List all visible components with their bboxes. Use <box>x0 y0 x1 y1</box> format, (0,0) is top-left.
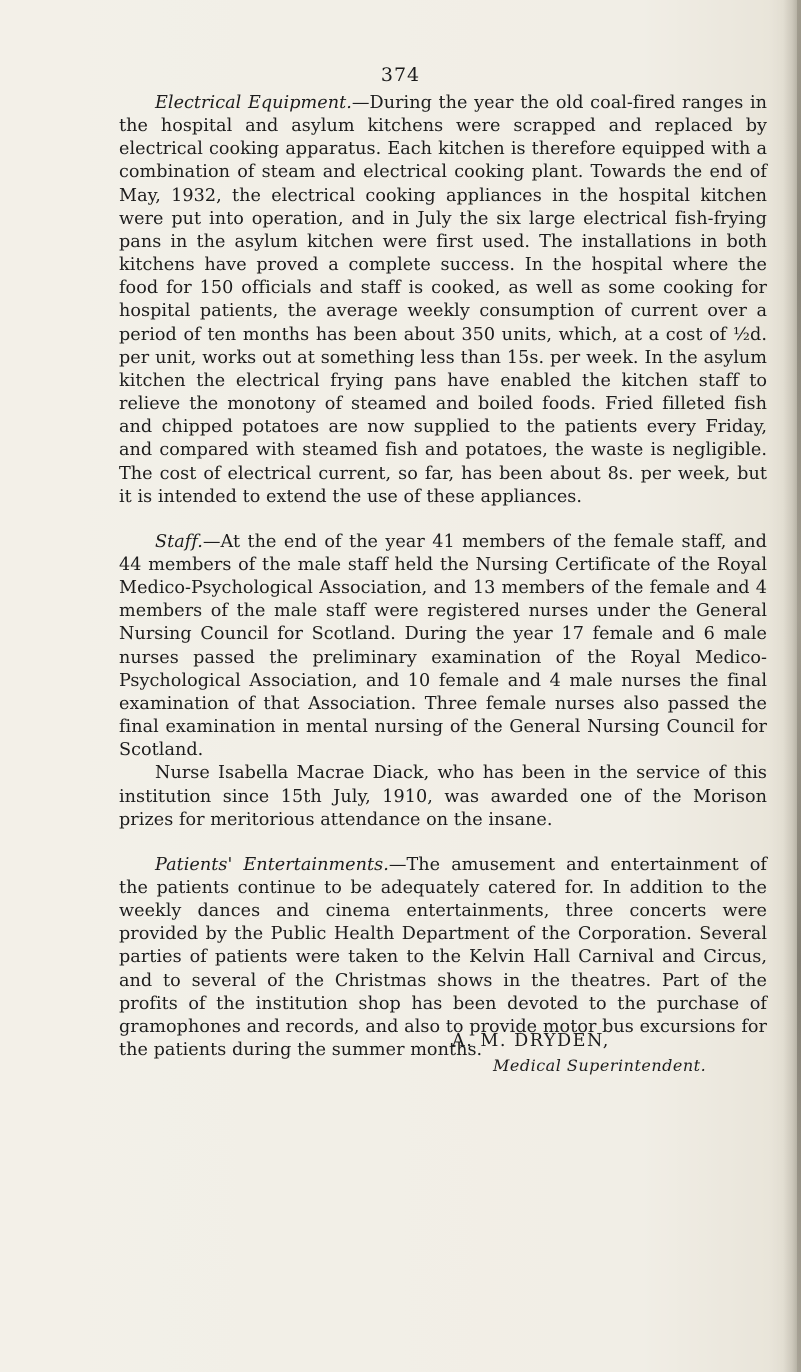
signature-title: Medical Superintendent. <box>493 1056 707 1075</box>
heading-patients-entertainments: Patients' Entertainments. <box>155 854 389 875</box>
text-electrical-equipment: —During the year the old coal-fired ranges in the hospital and asylum kitchens were scrapped and replaced by electrical cooking apparatus. Each kitchen is therefore equipped with a combination of steam and electrical cooking plant. Towards the end of May, 1932, the electrical cooking appliances in the hospital kitchen were put into operation, and in July the six large electrical fish-frying pans in the asylum kitchen were first used. The installations in both kitchens have proved a complete success. In the hospital where the food for 150 officials and staff is cooked, as well as some cooking for hospital patients, the average weekly consumption of current over a period of ten months has been about 350 units, which, at a cost of ½d. per unit, works out at something less than 15s. per week. In the asylum kitchen the electrical frying pans have enabled the kitchen staff to relieve the monotony of steamed and boiled foods. Fried filleted fish and chipped potatoes are now supplied to the patients every Friday, and compared with steamed fish and potatoes, the waste is negligible. The cost of electrical current, so far, has been about 8s. per week, but it is intended to extend the use of these appliances. <box>119 93 767 507</box>
text-nurse-award: Nurse Isabella Macrae Diack, who has been in the service of this institution since 15th July, 1910, was awarded one of the Morison prizes for meritorious attendance on the insane. <box>119 763 767 830</box>
document-body <box>119 92 767 1062</box>
signature-name: A. M. DRYDEN, <box>452 1031 610 1051</box>
heading-staff: Staff. <box>155 531 203 552</box>
page-number: 374 <box>380 64 421 86</box>
heading-electrical-equipment: Electrical Equipment. <box>155 93 352 113</box>
page-edge <box>797 0 801 1372</box>
paragraph-patients-entertainments <box>119 854 767 1062</box>
text-patients-entertainments: —The amusement and entertainment of the patients continue to be adequately catered for. In addition to the weekly dances and cinema entertainments, three concerts were provided by the Public Health Department of the Corporation. Several parties of patients were taken to the Kelvin Hall Carnival and Circus, and to several of the Christmas shows in the theatres. Part of the profits of the institution shop has been devoted to the purchase of gramophones and records, and also to provide motor bus excursions for the patients during the summer months. <box>119 854 767 1061</box>
paragraph-electrical-equipment <box>119 92 767 509</box>
paragraph-nurse-award <box>119 762 767 831</box>
paragraph-staff <box>119 531 767 763</box>
text-staff: —At the end of the year 41 members of the female staff, and 44 members of the male staff held the Nursing Certificate of the Royal Medico-Psychological Association, and 13 members of the female and 4 members of the male staff were registered nurses under the General Nursing Council for Scotland. During the year 17 female and 6 male nurses passed the preliminary examination of the Royal Medico-Psychological Association, and 10 female and 4 male nurses the final examination of that Association. Three female nurses also passed the final examination in mental nursing of the General Nursing Council for Scotland. <box>119 531 767 761</box>
